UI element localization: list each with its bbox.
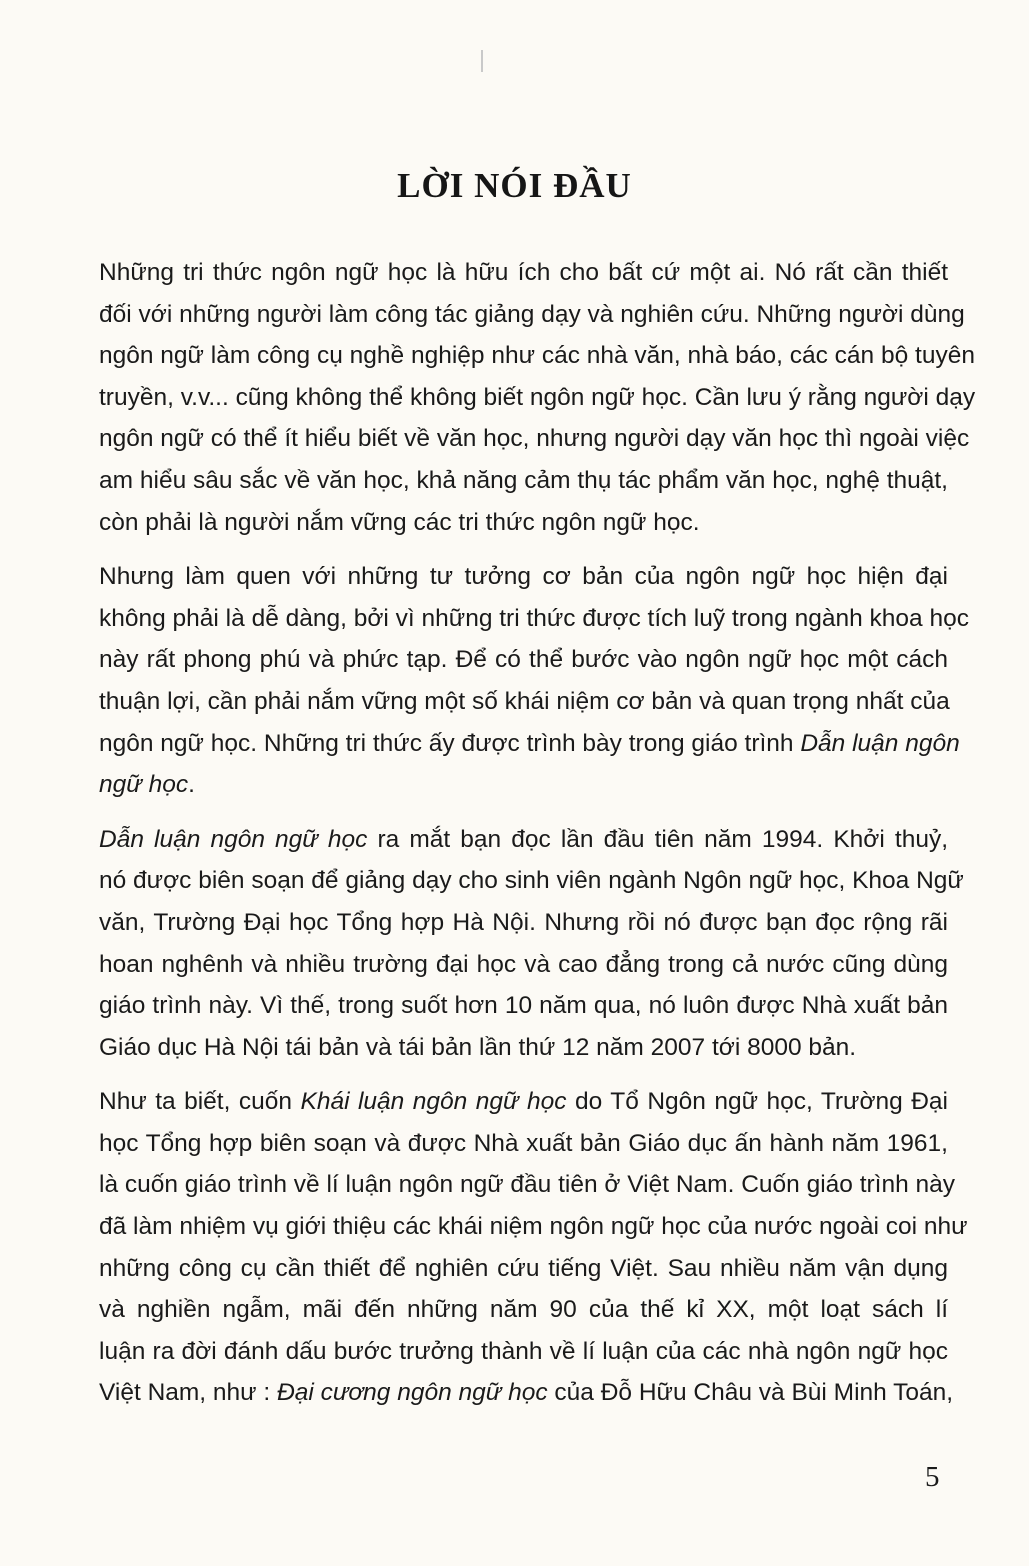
text-line: luận ra đời đánh dấu bước trưởng thành về lí luận của các nhà ngôn ngữ học (99, 1337, 948, 1365)
book-title-italic: Khái luận ngôn ngữ học (300, 1088, 567, 1116)
text-line: là cuốn giáo trình về lí luận ngôn ngữ đầu tiên ở Việt Nam. Cuốn giáo trình này (99, 1171, 956, 1199)
page-number: 5 (925, 1461, 940, 1493)
page-title: LỜI NÓI ĐẦU (397, 166, 632, 205)
text-line: nó được biên soạn để giảng dạy cho sinh viên ngành Ngôn ngữ học, Khoa Ngữ (99, 867, 964, 895)
paragraph-4 (99, 1081, 968, 1414)
text-line: Những tri thức ngôn ngữ học là hữu ích cho bất cứ một ai. Nó rất cần thiết (99, 259, 948, 286)
text-line: thuận lợi, cần phải nắm vững một số khái niệm cơ bản và quan trọng nhất của (99, 687, 950, 715)
book-title-italic: Đại cương ngôn ngữ học (277, 1379, 548, 1407)
paragraph-2 (99, 556, 969, 806)
binding-mark (481, 50, 483, 72)
text-line: Nhưng làm quen với những tư tưởng cơ bản của ngôn ngữ học hiện đại (99, 563, 948, 591)
text-line: giáo trình này. Vì thế, trong suốt hơn 10 năm qua, nó luôn được Nhà xuất bản (99, 992, 948, 1020)
text-line: đã làm nhiệm vụ giới thiệu các khái niệm ngôn ngữ học của nước ngoài coi như (99, 1213, 968, 1241)
body-text (99, 252, 976, 1414)
text-line: ngôn ngữ học. Những tri thức ấy được trình bày trong giáo trình Dẫn luận ngôn (99, 729, 960, 757)
text-line: đối với những người làm công tác giảng dạy và nghiên cứu. Những người dùng (99, 300, 965, 328)
paragraph-1 (99, 252, 976, 543)
text-line: Như ta biết, cuốn Khái luận ngôn ngữ học do Tổ Ngôn ngữ học, Trường Đại (99, 1088, 948, 1116)
text-line: truyền, v.v... cũng không thể không biết ngôn ngữ học. Cần lưu ý rằng người dạy (99, 383, 976, 411)
text-line: và nghiền ngẫm, mãi đến những năm 90 của thế kỉ XX, một loạt sách lí (99, 1296, 948, 1324)
text-line: học Tổng hợp biên soạn và được Nhà xuất bản Giáo dục ấn hành năm 1961, (99, 1129, 948, 1157)
book-title-italic: Dẫn luận ngôn (800, 729, 960, 757)
text-line: Việt Nam, như : Đại cương ngôn ngữ học của Đỗ Hữu Châu và Bùi Minh Toán, (99, 1379, 954, 1407)
paragraph-3 (99, 819, 964, 1069)
text-line: hoan nghênh và nhiều trường đại học và cao đẳng trong cả nước cũng dùng (99, 950, 948, 978)
text-line: ngôn ngữ làm công cụ nghề nghiệp như các nhà văn, nhà báo, các cán bộ tuyên (99, 342, 975, 370)
text-line: văn, Trường Đại học Tổng hợp Hà Nội. Nhưng rồi nó được bạn đọc rộng rãi (99, 908, 948, 936)
text-line: ngôn ngữ có thể ít hiểu biết về văn học, nhưng người dạy văn học thì ngoài việc (99, 425, 970, 453)
text-line: Dẫn luận ngôn ngữ học ra mắt bạn đọc lần đầu tiên năm 1994. Khởi thuỷ, (99, 825, 949, 853)
text-line: ngữ học. (99, 771, 195, 799)
text-line: những công cụ cần thiết để nghiên cứu tiếng Việt. Sau nhiều năm vận dụng (99, 1254, 948, 1282)
text-line: này rất phong phú và phức tạp. Để có thể bước vào ngôn ngữ học một cách (99, 646, 948, 674)
text-line: còn phải là người nắm vững các tri thức ngôn ngữ học. (99, 508, 700, 536)
text-line: không phải là dễ dàng, bởi vì những tri thức được tích luỹ trong ngành khoa học (99, 604, 969, 632)
text-line: am hiểu sâu sắc về văn học, khả năng cảm thụ tác phẩm văn học, nghệ thuật, (99, 466, 948, 494)
book-title-italic: ngữ học (99, 771, 189, 799)
book-title-italic: Dẫn luận ngôn ngữ học (99, 825, 368, 853)
text-line: Giáo dục Hà Nội tái bản và tái bản lần thứ 12 năm 2007 tới 8000 bản. (99, 1033, 857, 1061)
